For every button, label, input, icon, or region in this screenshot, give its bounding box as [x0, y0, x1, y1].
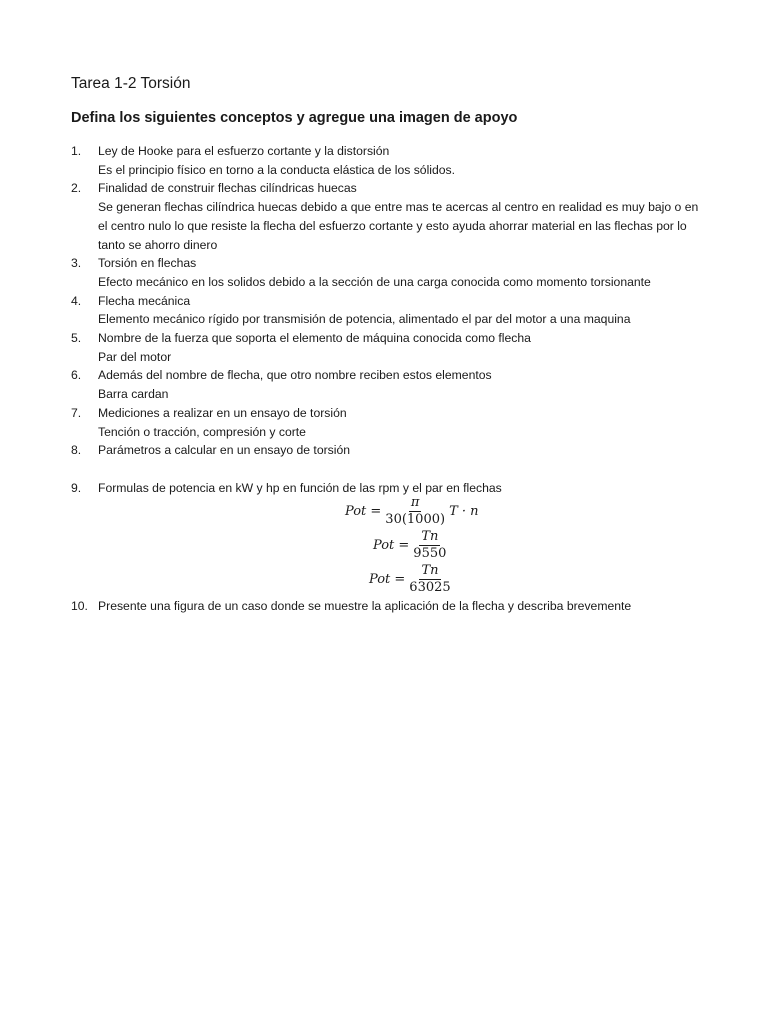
item-answer: Es el principio físico en torno a la conducta elástica de los sólidos. — [98, 162, 456, 177]
item-question: Además del nombre de flecha, que otro nombre reciben estos elementos — [98, 368, 492, 383]
item-question: Mediciones a realizar en un ensayo de torsión — [98, 405, 347, 420]
item-number: 4. — [71, 293, 82, 308]
list-item — [71, 179, 701, 254]
list-item — [71, 597, 631, 616]
formula-denominator: 30(1000) — [385, 512, 446, 527]
formula-numerator: Tn — [421, 563, 439, 578]
formula-denominator: 63025 — [409, 580, 451, 595]
list-item — [71, 479, 701, 498]
formula-fraction — [407, 564, 452, 595]
item-question: Ley de Hooke para el esfuerzo cortante y la distorsión — [98, 144, 390, 158]
item-question: Parámetros a calcular en un ensayo de torsión — [98, 443, 351, 458]
blank-line — [71, 460, 701, 479]
formula-lhs: Pot = — [345, 504, 382, 519]
item-number: 10. — [71, 599, 88, 613]
item-answer: Barra cardan — [98, 387, 169, 402]
list-item — [71, 441, 701, 460]
formula-fraction — [411, 530, 448, 561]
item-number: 2. — [71, 181, 82, 196]
item-number: 9. — [71, 480, 82, 495]
formula-kw — [345, 496, 479, 527]
item-question: Presente una figura de un caso donde se muestre la aplicación de la flecha y describa brevemente — [98, 599, 632, 613]
item-question: Nombre de la fuerza que soporta el elemento de máquina conocida como flecha — [98, 331, 531, 346]
list-item — [71, 142, 701, 179]
list-item — [71, 292, 701, 329]
item-answer: Se generan flechas cilíndrica huecas debido a que entre mas te acercas al centro en realidad es muy bajo o en el centro nulo lo que resiste la flecha del esfuerzo cortante y esto ayuda ahorrar material en las flechas por lo tanto se ahorro dinero — [98, 200, 699, 252]
item-answer: Efecto mecánico en los solidos debido a la sección de una carga conocida como momento torsionante — [98, 274, 651, 289]
item-number: 1. — [71, 144, 82, 158]
formula-numerator: π — [410, 495, 420, 510]
item-question: Torsión en flechas — [98, 256, 197, 271]
item-question: Flecha mecánica — [98, 293, 191, 308]
question-list — [71, 142, 701, 497]
formula-fraction — [383, 496, 447, 527]
formula-hp — [369, 564, 455, 595]
item-answer: Elemento mecánico rígido por transmisión de potencia, alimentado el par del motor a una maquina — [98, 312, 631, 327]
list-item — [71, 254, 701, 291]
item-question: Formulas de potencia en kW y hp en función de las rpm y el par en flechas — [98, 480, 502, 495]
document-title: Tarea 1-2 Torsión — [71, 75, 191, 92]
formula-lhs: Pot = — [373, 538, 410, 553]
formula-denominator: 9550 — [413, 546, 447, 561]
list-item — [71, 366, 701, 403]
item-number: 5. — [71, 331, 82, 346]
item-number: 6. — [71, 368, 82, 383]
item-question: Finalidad de construir flechas cilíndricas huecas — [98, 181, 357, 196]
formula-numerator: Tn — [421, 529, 439, 544]
formula-kw-simple — [373, 530, 450, 561]
list-item — [71, 404, 701, 441]
formula-lhs: Pot = — [369, 572, 406, 587]
formula-tail: T · n — [449, 504, 479, 519]
item-number: 8. — [71, 443, 82, 458]
item-answer: Tención o tracción, compresión y corte — [98, 424, 306, 439]
item-number: 7. — [71, 405, 82, 420]
item-answer: Par del motor — [98, 349, 172, 364]
list-item — [71, 329, 701, 366]
item-number: 3. — [71, 256, 82, 271]
document-subtitle: Defina los siguientes conceptos y agregue una imagen de apoyo — [71, 110, 518, 126]
